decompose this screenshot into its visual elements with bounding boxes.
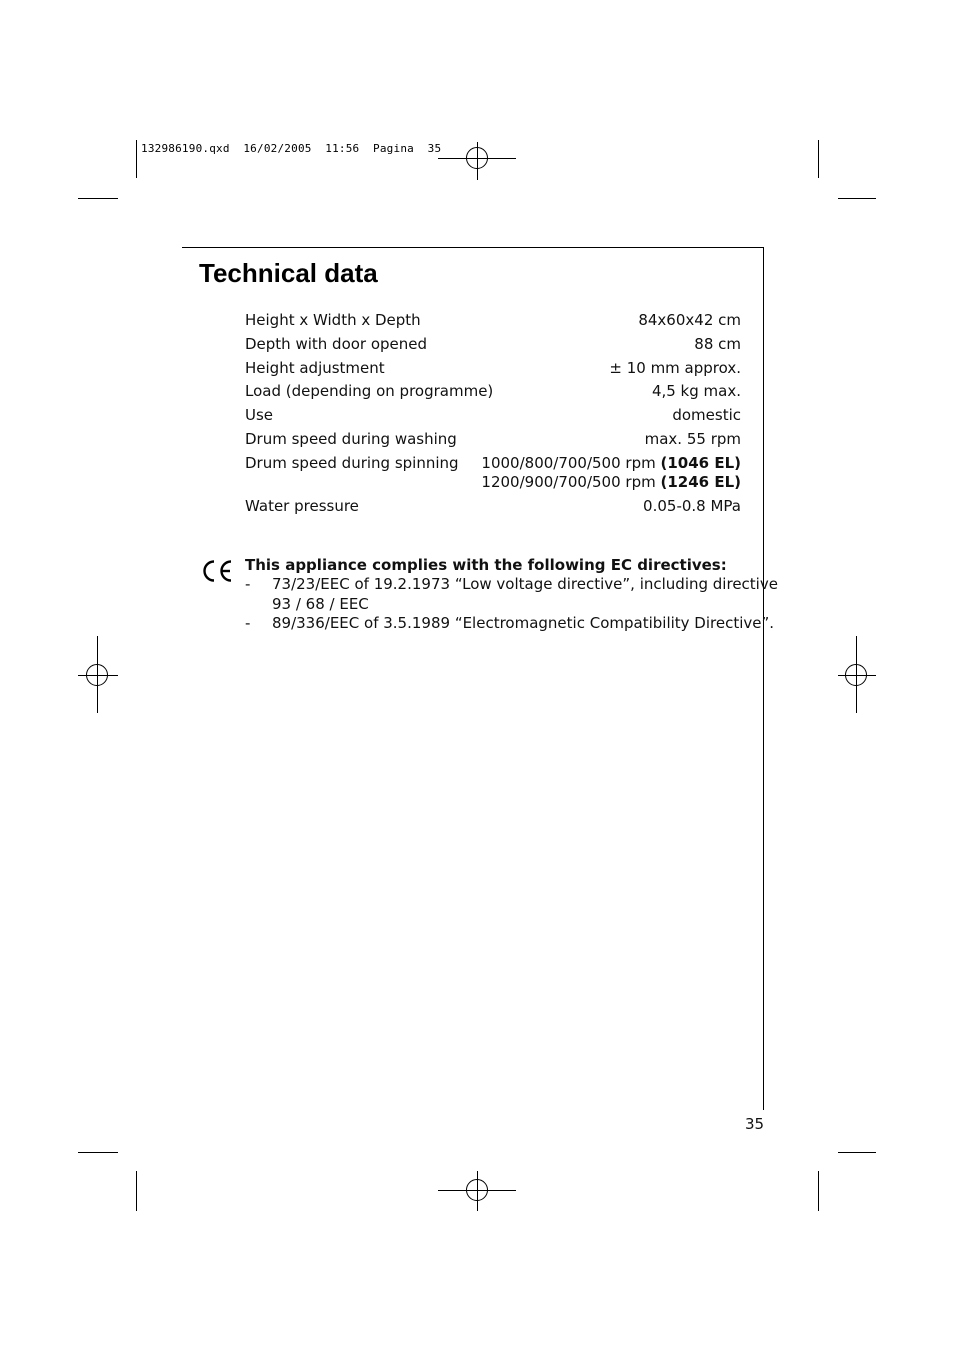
slug-page-ref: 35 xyxy=(427,142,442,155)
print-slug xyxy=(141,142,441,155)
spec-value: 4,5 kg max. xyxy=(651,382,741,400)
spec-label: Drum speed during washing xyxy=(245,430,457,448)
slug-filename: 132986190.qxd xyxy=(141,142,230,155)
directive-item: 73/23/EEC of 19.2.1973 “Low voltage directive”, including directive xyxy=(272,575,778,593)
spec-value xyxy=(481,472,741,492)
spec-row xyxy=(245,453,741,493)
spec-value: 0.05-0.8 MPa xyxy=(643,497,741,515)
crop-mark xyxy=(838,1152,876,1153)
model-code: (1246 EL) xyxy=(660,473,741,491)
crop-mark xyxy=(838,198,876,199)
crop-mark xyxy=(136,140,137,178)
list-dash: - xyxy=(245,575,251,593)
spec-label: Water pressure xyxy=(245,497,359,515)
right-rule xyxy=(763,247,764,1110)
crop-mark xyxy=(818,140,819,178)
crop-mark xyxy=(78,198,118,199)
spec-value: max. 55 rpm xyxy=(644,430,741,448)
page-title: Technical data xyxy=(199,258,378,288)
slug-time: 11:56 xyxy=(325,142,360,155)
spec-value: domestic xyxy=(672,406,741,424)
spec-value xyxy=(481,453,741,473)
ce-mark-icon xyxy=(200,558,234,584)
registration-circle-icon xyxy=(466,1179,488,1201)
spec-label: Load (depending on programme) xyxy=(245,382,494,400)
crop-mark xyxy=(818,1171,819,1211)
registration-circle-icon xyxy=(86,664,108,686)
spec-label: Height x Width x Depth xyxy=(245,311,421,329)
registration-circle-icon xyxy=(466,147,488,169)
crop-mark xyxy=(136,1171,137,1211)
directive-item: 89/336/EEC of 3.5.1989 “Electromagnetic Compatibility Directive”. xyxy=(272,614,775,632)
slug-date: 16/02/2005 xyxy=(243,142,312,155)
spec-value-text: 1200/900/700/500 rpm xyxy=(481,473,656,491)
spec-label: Depth with door opened xyxy=(245,335,428,353)
model-code: (1046 EL) xyxy=(660,454,741,472)
crop-mark xyxy=(78,1152,118,1153)
spec-value: 88 cm xyxy=(694,335,741,353)
registration-circle-icon xyxy=(845,664,867,686)
list-dash: - xyxy=(245,614,251,632)
spec-label: Height adjustment xyxy=(245,359,385,377)
page-number: 35 xyxy=(745,1115,765,1133)
top-rule xyxy=(182,247,764,248)
spec-value: ± 10 mm approx. xyxy=(609,359,741,377)
spec-label: Drum speed during spinning xyxy=(245,454,459,472)
directive-item-continuation: 93 / 68 / EEC xyxy=(272,595,369,613)
spec-label: Use xyxy=(245,406,274,424)
slug-page-word: Pagina xyxy=(373,142,414,155)
ec-heading: This appliance complies with the following EC directives: xyxy=(245,556,727,574)
spec-value-text: 1000/800/700/500 rpm xyxy=(481,454,656,472)
spec-value: 84x60x42 cm xyxy=(638,311,741,329)
